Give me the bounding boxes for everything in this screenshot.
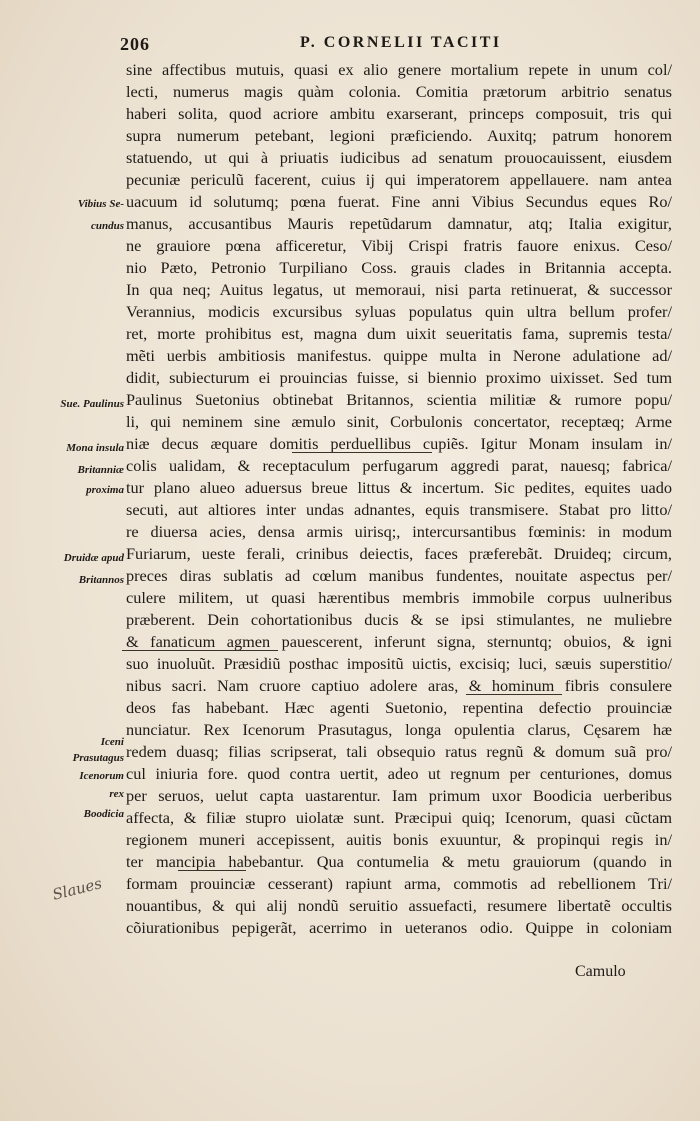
text-line: deos fas habebant. Hæc agenti Suetonio, repentina defectio prouinciæ: [126, 698, 672, 717]
text-line: per seruos, uelut capta uastarentur. Iam primum uxor Boodicia uerberibus: [126, 786, 672, 805]
page-number: 206: [120, 34, 150, 54]
text-line: regionem muneri accepissent, auitis bonis exuuntur, & propinqui regis in/: [126, 830, 672, 849]
text-line: colis ualidam, & receptaculum perfugarum aggredi parat, nauesq; fabrica/: [126, 456, 672, 475]
text-line: nio Pæto, Petronio Turpiliano Coss. grauis clades in Britannia accepta.: [126, 258, 672, 277]
text-line: niæ decus æquare domitis perduellibus cupiẽs. Igitur Monam insulam in/: [126, 434, 672, 453]
text-line: sine affectibus mutuis, quasi ex alio genere mortalium repete in unum col/: [126, 60, 672, 79]
ink-underline: [178, 870, 246, 871]
text-line: manus, accusantibus Mauris repetũdarum damnatur, atq; Italia exigitur,: [126, 214, 672, 233]
margin-note: Druidæ apud: [63, 552, 124, 564]
text-line: & fanaticum agmen pauescerent, inferunt signa, sternuntq; obuios, & igni: [126, 632, 672, 651]
text-line: præberent. Dein cohortationibus ducis & se ipsi stimulantes, ne muliebre: [126, 610, 672, 629]
text-line: affecta, & filiæ stupro uiolatæ sunt. Præcipui quiq; Icenorum, quasi cũctam: [126, 808, 672, 827]
margin-note: Boodicia: [83, 808, 124, 820]
text-line: didit, subiecturum ei prouincias fuisse, si biennio proximo uixisset. Sed tum: [126, 368, 672, 387]
text-line: secuti, aut altiores inter undas adnantes, equis transmisere. Stabat pro litto/: [126, 500, 672, 519]
text-line: In qua neq; Auitus legatus, ut memoraui, nisi parta retinuerat, & successor: [126, 280, 672, 299]
margin-note: Iceni: [100, 736, 124, 748]
ink-underline: [292, 452, 432, 453]
text-line: nibus sacri. Nam cruore captiuo adolere aras, & hominum fibris consulere: [126, 676, 672, 695]
text-line: nunciatur. Rex Icenorum Prasutagus, longa opulentia clarus, Cęsarem hæ: [126, 720, 672, 739]
text-line: Furiarum, ueste ferali, crinibus deiectis, faces præferebãt. Druideq; circum,: [126, 544, 672, 563]
running-title: P. CORNELII TACITI: [300, 34, 502, 51]
text-line: lecti, numerus magis quàm colonia. Comitia prætorum arbitrio senatus: [126, 82, 672, 101]
text-line: ne grauiore pœna afficeretur, Vibij Crispi fratris fauore enixus. Ceso/: [126, 236, 672, 255]
text-line: li, qui neminem sine æmulo sinit, Corbulonis concertator, receptæq; Arme: [126, 412, 672, 431]
catchword: Camulo: [575, 963, 626, 980]
margin-note: Britannos: [78, 574, 124, 586]
margin-note: rex: [109, 788, 124, 800]
text-line: mẽti uerbis ambitiosis manifestus. quippe multa in Nerone adulatione ad/: [126, 346, 672, 365]
text-line: pecuniæ periculũ facerent, cuius ij qui imperatorem appellauere. nam antea: [126, 170, 672, 189]
handwritten-note: Slaues: [50, 874, 104, 904]
text-line: redem duasq; filias scripserat, tali obsequio ratus regnũ & domum suã pro/: [126, 742, 672, 761]
text-line: re diuersa acies, densa armis uirisq;, intercursantibus fœminis: in modum: [126, 522, 672, 541]
margin-note: Britanniæ: [77, 464, 124, 476]
text-line: Verannius, modicis excursibus syluas populatus quin ultra bellum profer/: [126, 302, 672, 321]
text-line: cõiurationibus pepigerãt, acerrimo in ueteranos odio. Quippe in coloniam: [126, 918, 672, 937]
text-line: tur plano alueo aduersus breue littus & incertum. Sic pedites, equites uado: [126, 478, 672, 497]
text-line: ter mancipia habebantur. Qua contumelia & metu grauiorum (quando in: [126, 852, 672, 871]
text-line: formam prouinciæ cesserant) rapiunt arma, commotis ad rebellionem Tri/: [126, 874, 672, 893]
text-line: uacuum id solutumq; pœna fuerat. Fine anni Vibius Secundus eques Ro/: [126, 192, 672, 211]
text-line: cul iniuria fore. quod contra uertit, adeo ut regnum per centuriones, domus: [126, 764, 672, 783]
text-line: suo inuoluũt. Præsidiũ posthac impositũ uictis, excisiq; luci, sæuis superstitio/: [126, 654, 672, 673]
ink-underline: [122, 650, 278, 651]
text-line: culere militem, ut quasi hærentibus membris immobile corpus uulneribus: [126, 588, 672, 607]
margin-note: Vibius Se-: [77, 198, 124, 210]
margin-note: cundus: [90, 220, 124, 232]
text-line: statuendo, ut qui à priuatis iudicibus ad senatum prouocauissent, eiusdem: [126, 148, 672, 167]
margin-note: Icenorum: [79, 770, 124, 782]
margin-note: proxima: [86, 484, 124, 496]
margin-note: Prasutagus: [72, 752, 124, 764]
ink-underline: [466, 694, 562, 695]
text-line: nouantibus, & qui alij nondũ seruitio assuefacti, resumere libertatẽ occultis: [126, 896, 672, 915]
text-line: preces diras sublatis ad cœlum manibus fundentes, nouitate aspectus per/: [126, 566, 672, 585]
margin-note: Mona insula: [66, 442, 124, 454]
text-line: Paulinus Suetonius obtinebat Britannos, scientia militiæ & rumore popu/: [126, 390, 672, 409]
text-line: supra numerum petebant, legioni præficiendo. Auxitq; patrum honorem: [126, 126, 672, 145]
text-line: haberi solita, quod acriore ambitu exarserant, princeps composuit, tris qui: [126, 104, 672, 123]
margin-note: Sue. Paulinus: [60, 398, 124, 410]
text-line: ret, morte prohibitus est, magna dum uixit seueritatis fama, supremis testa/: [126, 324, 672, 343]
